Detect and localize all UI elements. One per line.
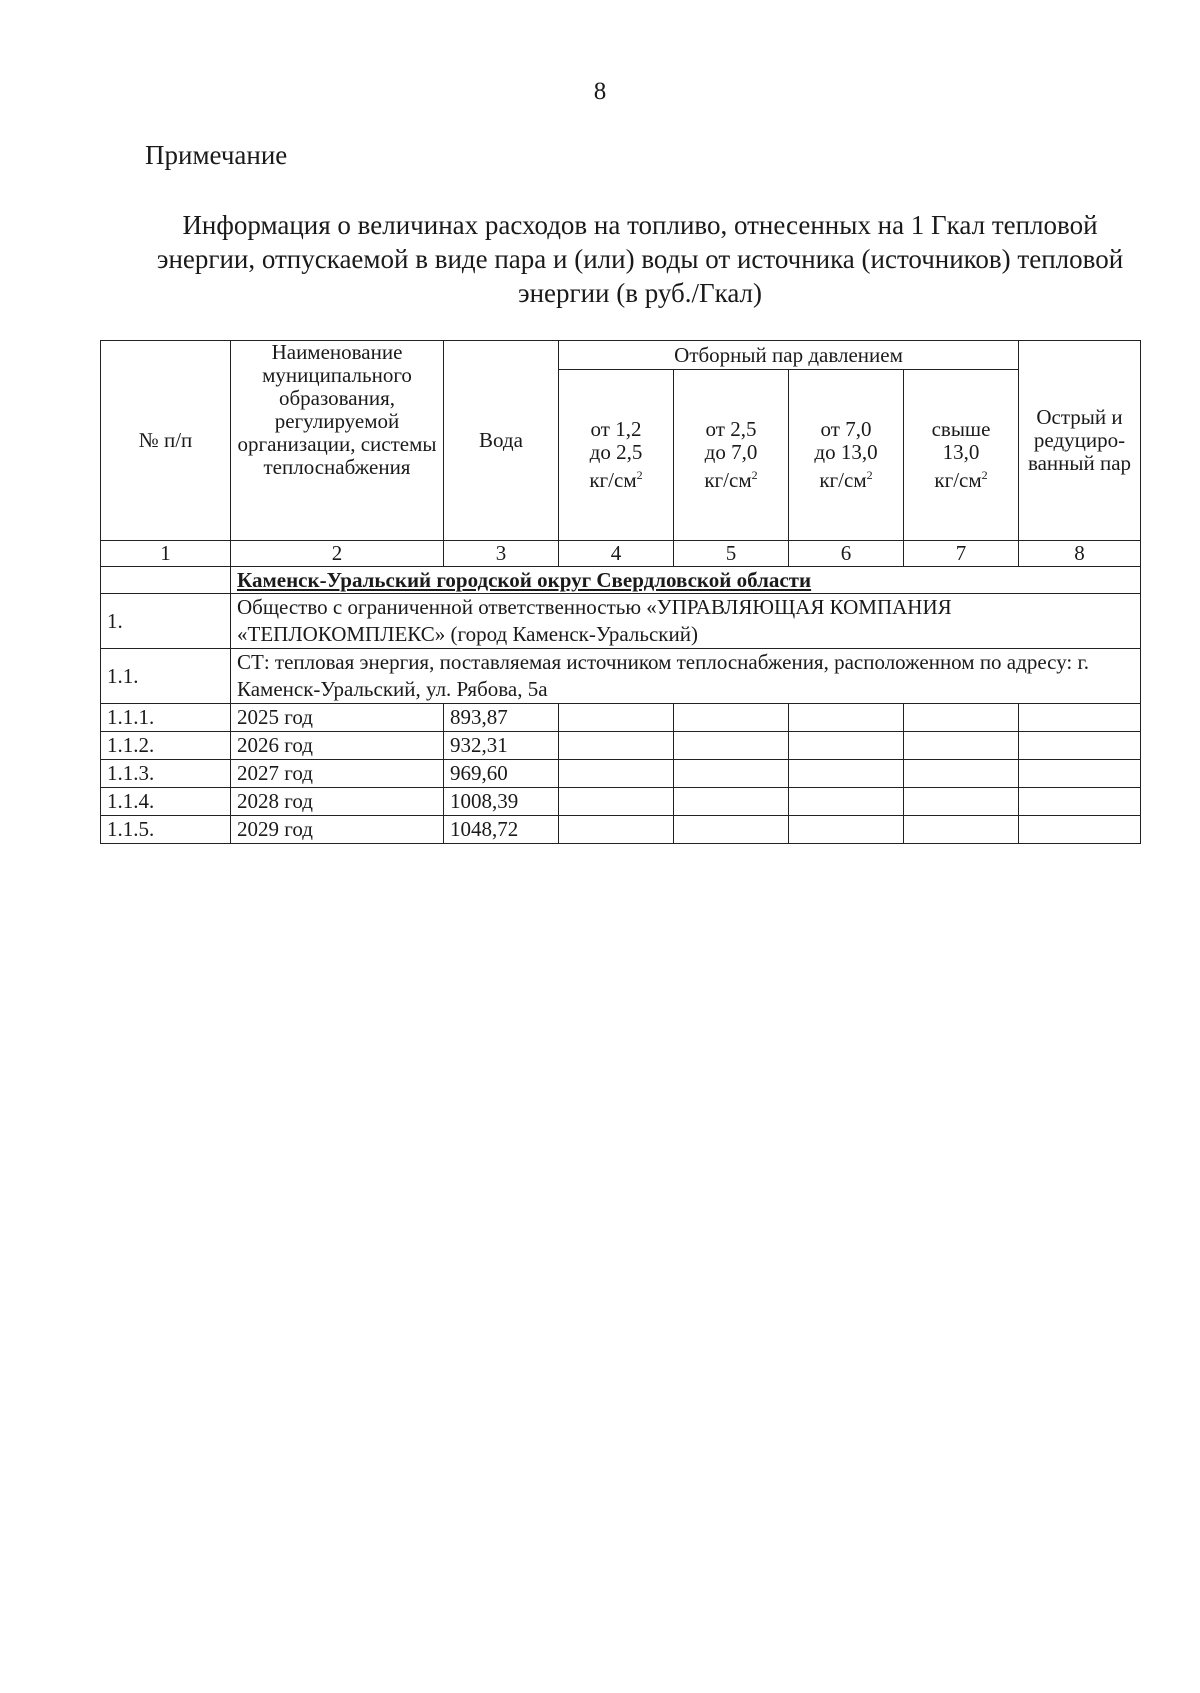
header-num: № п/п bbox=[101, 341, 231, 541]
table-row bbox=[101, 704, 1141, 732]
empty-cell bbox=[1019, 816, 1141, 844]
column-number: 2 bbox=[231, 541, 444, 567]
column-numbers-row bbox=[101, 541, 1141, 567]
row-num: 1.1.4. bbox=[101, 788, 231, 816]
empty-cell bbox=[559, 704, 674, 732]
region-num-cell bbox=[101, 567, 231, 594]
header-steam-col bbox=[674, 370, 789, 541]
empty-cell bbox=[559, 732, 674, 760]
column-number: 3 bbox=[444, 541, 559, 567]
header-steam-exp: 2 bbox=[751, 468, 758, 482]
header-steam-unit: кг/см bbox=[934, 468, 982, 492]
header-steam-unit: кг/см bbox=[819, 468, 867, 492]
page-number: 8 bbox=[593, 78, 607, 105]
header-steam-line2: до 7,0 bbox=[704, 440, 758, 464]
empty-cell bbox=[789, 788, 904, 816]
header-steam-line2: до 13,0 bbox=[814, 440, 878, 464]
column-number: 7 bbox=[904, 541, 1019, 567]
header-name: Наименование муниципального образования, регулируемой организации, системы теплоснабжения bbox=[231, 341, 444, 541]
row-year: 2029 год bbox=[231, 816, 444, 844]
row-water: 1008,39 bbox=[444, 788, 559, 816]
empty-cell bbox=[674, 760, 789, 788]
organization-name: Общество с ограниченной ответственностью «УПРАВЛЯЮЩАЯ КОМПАНИЯ «ТЕПЛОКОМПЛЕКС» (город Каменск-Уральский) bbox=[231, 594, 1141, 649]
empty-cell bbox=[1019, 704, 1141, 732]
empty-cell bbox=[1019, 788, 1141, 816]
empty-cell bbox=[904, 788, 1019, 816]
empty-cell bbox=[559, 816, 674, 844]
row-water: 1048,72 bbox=[444, 816, 559, 844]
note-label: Примечание bbox=[145, 140, 288, 170]
header-water: Вода bbox=[444, 341, 559, 541]
empty-cell bbox=[904, 704, 1019, 732]
system-num: 1.1. bbox=[101, 649, 231, 704]
header-steam-col bbox=[559, 370, 674, 541]
empty-cell bbox=[674, 816, 789, 844]
row-num: 1.1.1. bbox=[101, 704, 231, 732]
system-row bbox=[101, 649, 1141, 704]
table-row bbox=[101, 732, 1141, 760]
empty-cell bbox=[789, 760, 904, 788]
empty-cell bbox=[674, 788, 789, 816]
empty-cell bbox=[559, 760, 674, 788]
header-steam-col bbox=[904, 370, 1019, 541]
region-row bbox=[101, 567, 1141, 594]
header-sharp-steam: Острый и редуциро-ванный пар bbox=[1019, 341, 1141, 541]
header-steam-line2: до 2,5 bbox=[589, 440, 643, 464]
system-name: СТ: тепловая энергия, поставляемая источником теплоснабжения, расположенном по адресу: г. Каменск-Уральский, ул. Рябова, 5а bbox=[231, 649, 1141, 704]
table-row bbox=[101, 788, 1141, 816]
column-number: 1 bbox=[101, 541, 231, 567]
row-water: 893,87 bbox=[444, 704, 559, 732]
row-water: 932,31 bbox=[444, 732, 559, 760]
empty-cell bbox=[789, 732, 904, 760]
row-year: 2028 год bbox=[231, 788, 444, 816]
header-steam-line1: от 7,0 bbox=[820, 417, 872, 441]
empty-cell bbox=[674, 732, 789, 760]
fuel-cost-table bbox=[100, 340, 1141, 844]
document-title: Информация о величинах расходов на топливо, отнесенных на 1 Гкал тепловой энергии, отпускаемой в виде пара и (или) воды от источника (источников) тепловой энергии (в руб./Гкал) bbox=[156, 210, 1124, 308]
empty-cell bbox=[1019, 732, 1141, 760]
empty-cell bbox=[1019, 760, 1141, 788]
row-num: 1.1.5. bbox=[101, 816, 231, 844]
header-steam-exp: 2 bbox=[636, 468, 643, 482]
header-steam-group: Отборный пар давлением bbox=[559, 341, 1019, 370]
row-year: 2025 год bbox=[231, 704, 444, 732]
header-steam-col bbox=[789, 370, 904, 541]
header-steam-line2: 13,0 bbox=[942, 440, 980, 464]
organization-num: 1. bbox=[101, 594, 231, 649]
organization-row bbox=[101, 594, 1141, 649]
row-year: 2026 год bbox=[231, 732, 444, 760]
region-name: Каменск-Уральский городской округ Свердловской области bbox=[231, 567, 1141, 594]
header-steam-exp: 2 bbox=[866, 468, 873, 482]
table-row bbox=[101, 760, 1141, 788]
table-row bbox=[101, 816, 1141, 844]
empty-cell bbox=[904, 732, 1019, 760]
column-number: 6 bbox=[789, 541, 904, 567]
row-year: 2027 год bbox=[231, 760, 444, 788]
row-num: 1.1.3. bbox=[101, 760, 231, 788]
header-steam-exp: 2 bbox=[981, 468, 988, 482]
empty-cell bbox=[904, 816, 1019, 844]
column-number: 8 bbox=[1019, 541, 1141, 567]
empty-cell bbox=[789, 816, 904, 844]
row-water: 969,60 bbox=[444, 760, 559, 788]
empty-cell bbox=[559, 788, 674, 816]
header-steam-line1: свыше bbox=[931, 417, 991, 441]
header-steam-unit: кг/см bbox=[589, 468, 637, 492]
empty-cell bbox=[904, 760, 1019, 788]
empty-cell bbox=[789, 704, 904, 732]
row-num: 1.1.2. bbox=[101, 732, 231, 760]
header-steam-line1: от 1,2 bbox=[590, 417, 642, 441]
column-number: 5 bbox=[674, 541, 789, 567]
column-number: 4 bbox=[559, 541, 674, 567]
header-steam-line1: от 2,5 bbox=[705, 417, 757, 441]
empty-cell bbox=[674, 704, 789, 732]
header-steam-unit: кг/см bbox=[704, 468, 752, 492]
